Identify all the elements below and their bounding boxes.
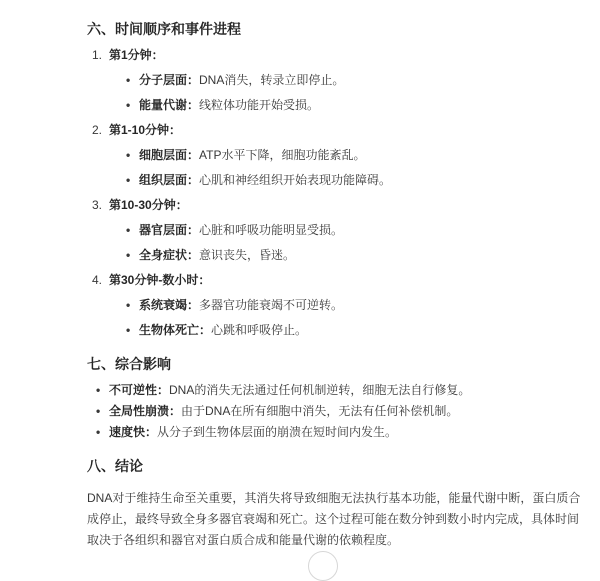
timeline-item-4 [92, 270, 590, 340]
bullet-text: 从分子到生物体层面的崩溃在短时间内发生。 [157, 425, 398, 439]
conclusion-paragraph: DNA对于维持生命至关重要，其消失将导致细胞无法执行基本功能，能量代谢中断，蛋白质合成停止，最终导致全身多器官衰竭和死亡。这个过程可能在数分钟到数小时内完成，具体时间取决于各组织和器官对蛋白质合成和能量代谢的依赖程度。 [87, 491, 581, 547]
message-content [87, 0, 590, 551]
bullet-item [139, 320, 590, 340]
bullet-term: 速度快： [109, 425, 158, 439]
bullet-term: 器官层面： [139, 223, 200, 237]
bullet-term: 全局性崩溃： [109, 404, 182, 418]
section-6-heading: 六、时间顺序和事件进程 [87, 21, 241, 37]
bullet-text: 多器官功能衰竭不可逆转。 [199, 298, 344, 312]
bullet-text: 线粒体功能开始受损。 [199, 98, 320, 112]
bullet-item [139, 170, 590, 190]
bullet-text: 意识丧失，昏迷。 [199, 248, 296, 262]
nested-bullet-list [109, 145, 590, 190]
bullet-term: 全身症状： [139, 248, 200, 262]
bullet-item [109, 380, 590, 400]
bullet-item [139, 245, 590, 265]
list-number: 1. [92, 48, 103, 62]
timeline-item-1 [92, 45, 590, 115]
bullet-item [139, 95, 590, 115]
timeline-item-title: 第1-10分钟： [109, 123, 182, 137]
bullet-text: DNA的消失无法通过任何机制逆转，细胞无法自行修复。 [169, 383, 471, 397]
timeline-item-title: 第30分钟-数小时： [109, 273, 211, 287]
bullet-text: 心跳和呼吸停止。 [211, 323, 308, 337]
timeline-item-2 [92, 120, 590, 190]
bullet-item [109, 422, 590, 442]
bullet-text: ATP水平下降，细胞功能紊乱。 [199, 148, 366, 162]
nested-bullet-list [109, 295, 590, 340]
bullet-term: 系统衰竭： [139, 298, 200, 312]
bullet-item [139, 295, 590, 315]
nested-bullet-list [109, 70, 590, 115]
timeline-item-3 [92, 195, 590, 265]
bullet-text: 心肌和神经组织开始表现功能障碍。 [199, 173, 392, 187]
list-number: 2. [92, 123, 103, 137]
bullet-item [109, 401, 590, 421]
list-number: 4. [92, 273, 103, 287]
impact-bullet-list [87, 380, 590, 442]
bullet-term: 细胞层面： [139, 148, 200, 162]
bullet-text: DNA消失，转录立即停止。 [199, 73, 345, 87]
bullet-term: 不可逆性： [109, 383, 170, 397]
bullet-term: 分子层面： [139, 73, 200, 87]
bullet-term: 生物体死亡： [139, 323, 212, 337]
bullet-text: 心脏和呼吸功能明显受损。 [199, 223, 344, 237]
timeline-ordered-list [92, 45, 590, 340]
timeline-item-title: 第10-30分钟： [109, 198, 188, 212]
bullet-text: 由于DNA在所有细胞中消失，无法有任何补偿机制。 [181, 404, 459, 418]
timeline-item-title: 第1分钟： [109, 48, 164, 62]
bullet-item [139, 145, 590, 165]
bullet-term: 能量代谢： [139, 98, 200, 112]
list-number: 3. [92, 198, 103, 212]
scroll-to-bottom-button[interactable] [308, 551, 338, 581]
bullet-item [139, 220, 590, 240]
bullet-term: 组织层面： [139, 173, 200, 187]
section-8-heading: 八、结论 [87, 458, 143, 474]
nested-bullet-list [109, 220, 590, 265]
bullet-item [139, 70, 590, 90]
section-7-heading: 七、综合影响 [87, 356, 171, 372]
